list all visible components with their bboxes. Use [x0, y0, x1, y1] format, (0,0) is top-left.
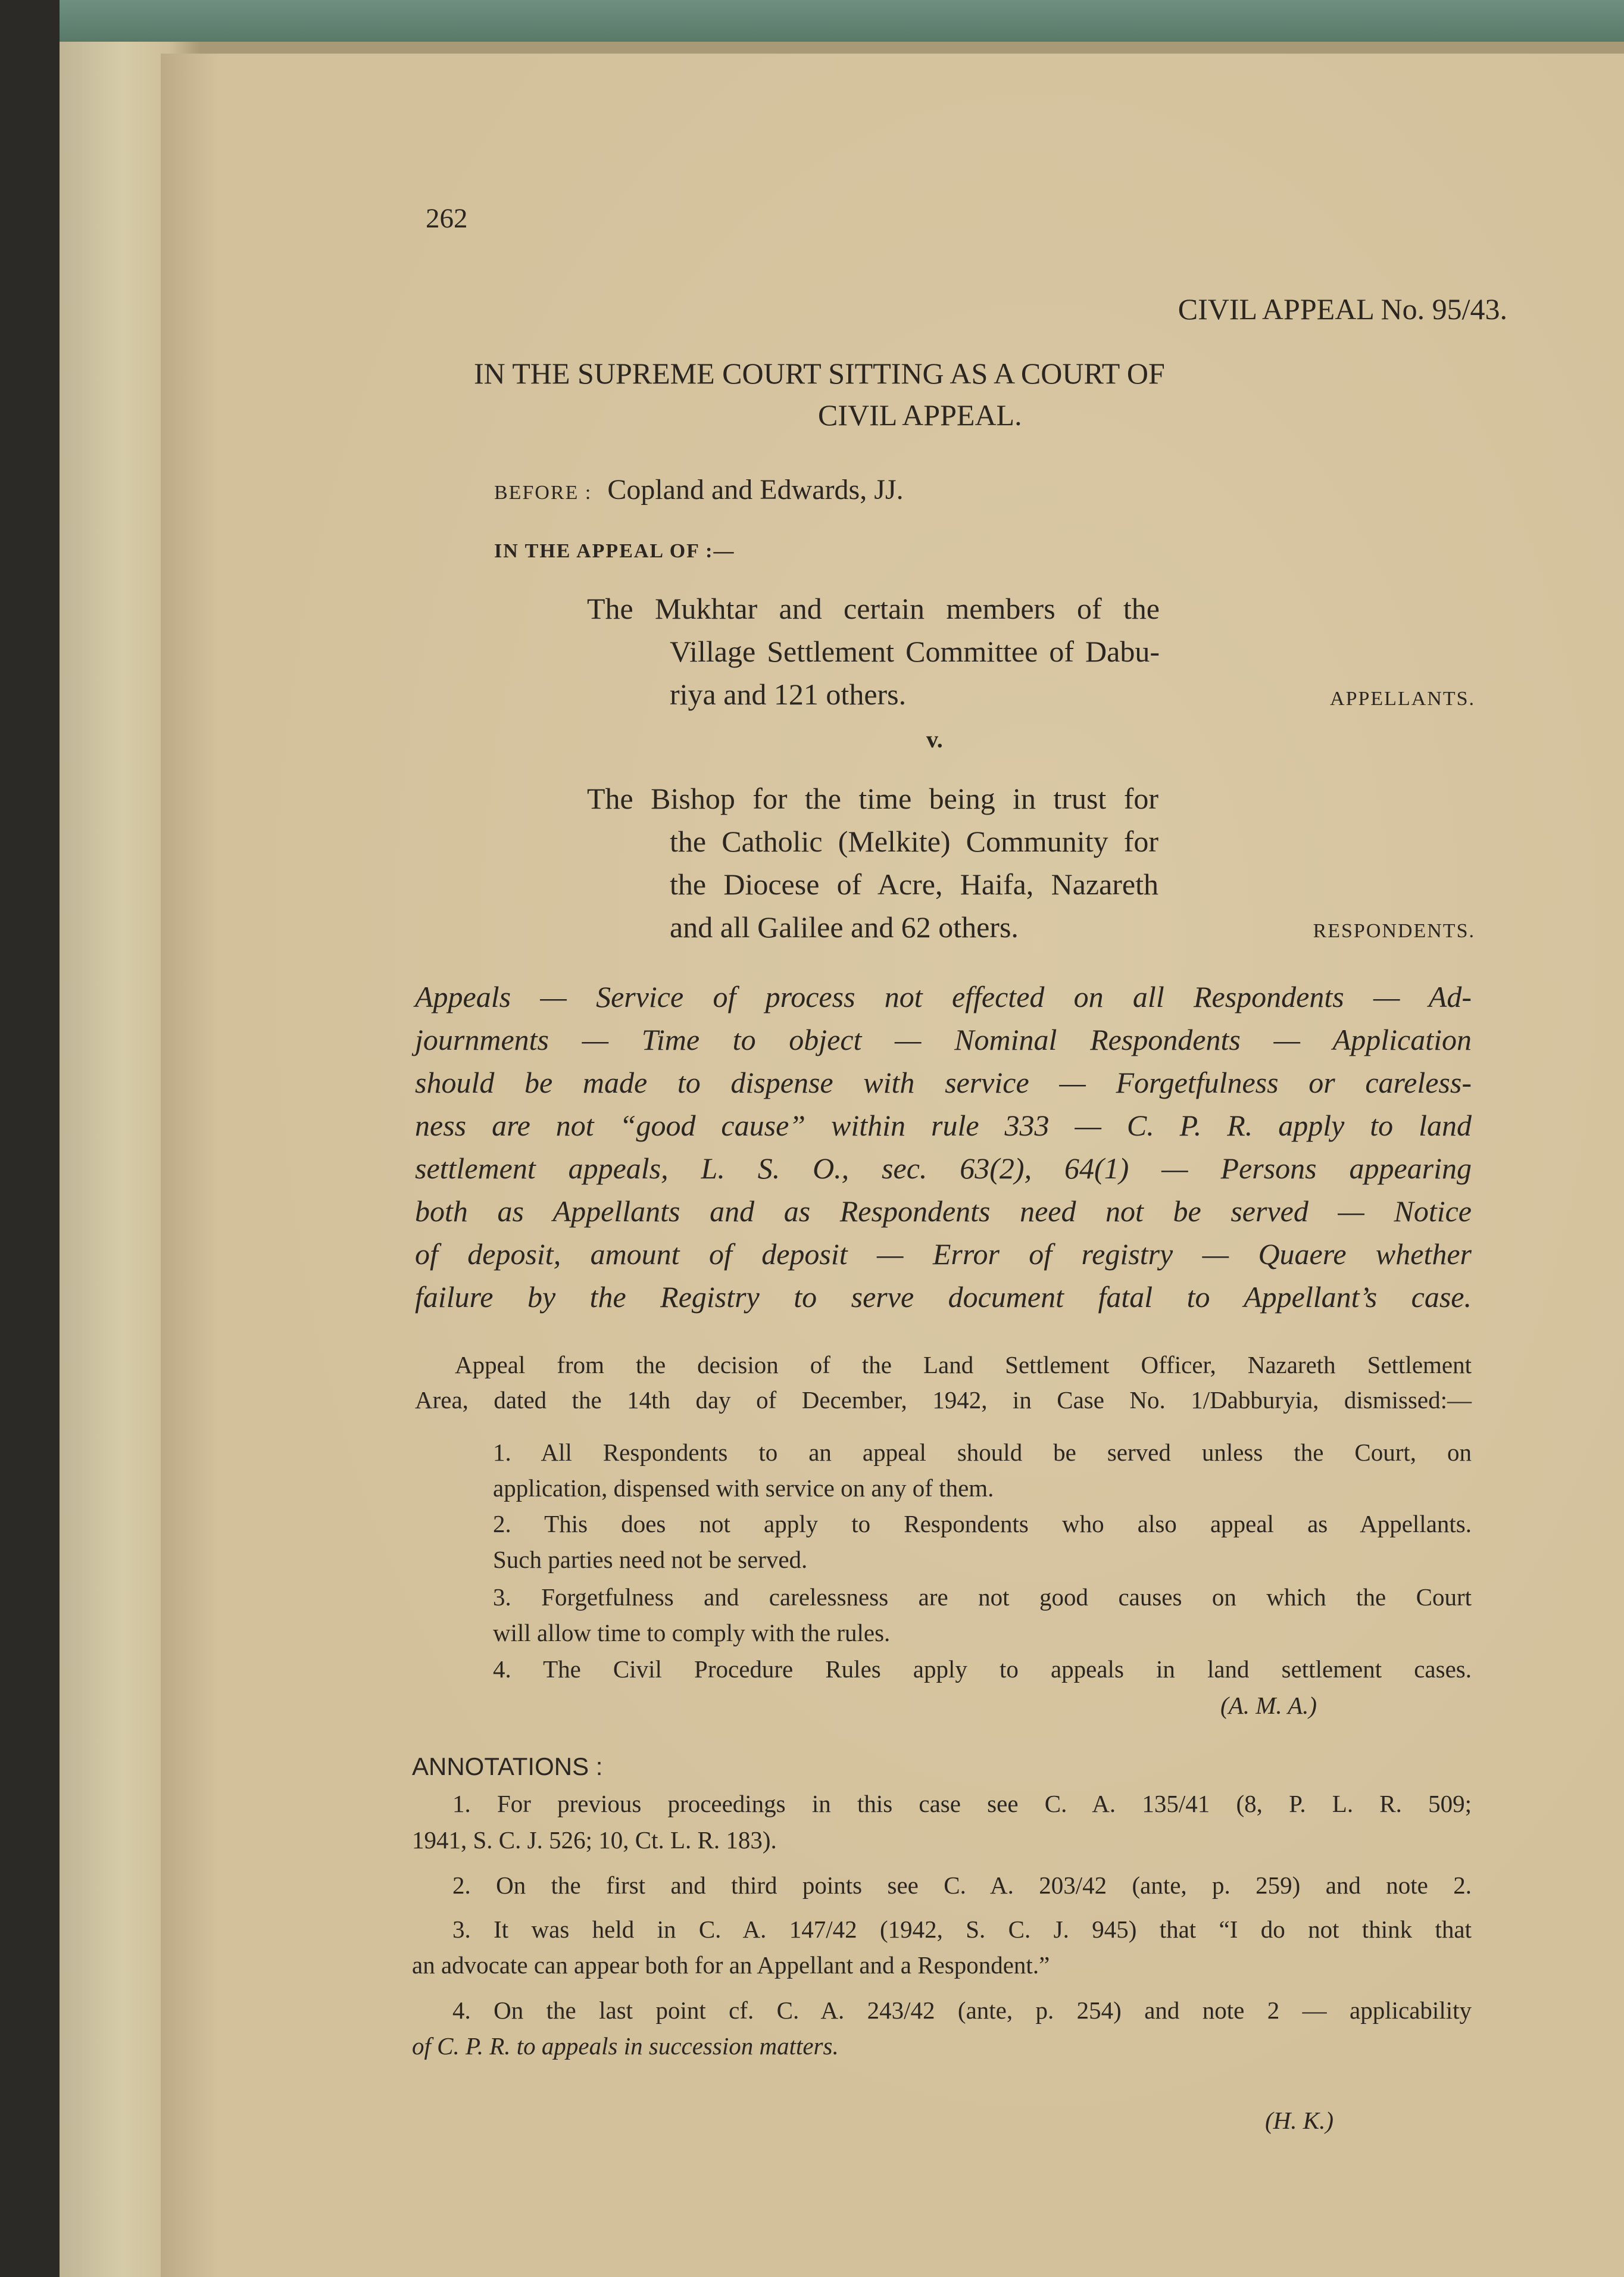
holding-item-1-line-2: application, dispensed with service on any of them. [493, 1474, 994, 1502]
headnote-line: ness are not “good cause” within rule 333 — C. P. R. apply to land [415, 1109, 1472, 1142]
annotations-initials: (H. K.) [1265, 2107, 1334, 2134]
page-number: 262 [426, 203, 468, 234]
respondents-line-2: the Catholic (Melkite) Community for [670, 825, 1158, 858]
annotation-2-line-1: 2. On the first and third points see C. A. 203/42 (ante, p. 259) and note 2. [452, 1871, 1472, 1899]
bench-line [494, 473, 904, 506]
appellants-line-3: riya and 121 others. [670, 678, 907, 711]
intro-line: Area, dated the 14th day of December, 1942, in Case No. 1/Dabburyia, dismissed:— [415, 1386, 1472, 1414]
holding-item-3-line-1: 3. Forgetfulness and carelessness are not good causes on which the Court [493, 1583, 1472, 1611]
appeal-of-label: IN THE APPEAL OF :— [494, 540, 735, 562]
headnote-line: of deposit, amount of deposit — Error of registry — Quaere whether [415, 1237, 1472, 1271]
annotation-1-line-2: 1941, S. C. J. 526; 10, Ct. L. R. 183). [412, 1826, 777, 1854]
headnote-line: Appeals — Service of process not effected on all Respondents — Ad- [415, 980, 1472, 1013]
judges: Copland and Edwards, JJ. [607, 474, 904, 506]
respondents-role: RESPONDENTS. [1313, 920, 1475, 942]
court-title-line-1: IN THE SUPREME COURT SITTING AS A COURT OF [474, 357, 1165, 390]
appellants-role: APPELLANTS. [1330, 688, 1475, 710]
annotation-1-line-1: 1. For previous proceedings in this case see C. A. 135/41 (8, P. L. R. 509; [452, 1790, 1472, 1817]
versus-marker: v. [926, 726, 943, 753]
annotation-3-line-2: an advocate can appear both for an Appellant and a Respondent.” [412, 1951, 1050, 1979]
holding-item-1-line-1: 1. All Respondents to an appeal should be served unless the Court, on [493, 1439, 1472, 1466]
annotations-heading: ANNOTATIONS : [412, 1752, 603, 1780]
holding-item-2-line-1: 2. This does not apply to Respondents who also appeal as Appellants. [493, 1510, 1472, 1537]
annotation-4-line-1: 4. On the last point cf. C. A. 243/42 (ante, p. 254) and note 2 — applicability [452, 1997, 1472, 2024]
annotation-4-line-2: of C. P. R. to appeals in succession matters. [412, 2032, 839, 2060]
appellants-line-2: Village Settlement Committee of Dabu- [670, 635, 1160, 668]
headnote-line: settlement appeals, L. S. O., sec. 63(2), 64(1) — Persons appearing [415, 1152, 1472, 1185]
appellants-line-1: The Mukhtar and certain members of the [587, 592, 1160, 625]
headnote-line: should be made to dispense with service — Forgetfulness or careless- [415, 1066, 1472, 1099]
holding-item-2-line-2: Such parties need not be served. [493, 1546, 808, 1573]
intro-line: Appeal from the decision of the Land Settlement Officer, Nazareth Settlement [455, 1351, 1472, 1378]
book-page [161, 54, 1624, 2277]
annotation-3-line-1: 3. It was held in C. A. 147/42 (1942, S. C. J. 945) that “I do not think that [452, 1916, 1472, 1943]
respondents-line-3: the Diocese of Acre, Haifa, Nazareth [670, 868, 1158, 901]
respondents-line-1: The Bishop for the time being in trust for [587, 782, 1158, 815]
holding-item-3-line-2: will allow time to comply with the rules. [493, 1619, 891, 1646]
case-number: CIVIL APPEAL No. 95/43. [1178, 292, 1507, 326]
headnote-line: journments — Time to object — Nominal Respondents — Application [415, 1023, 1472, 1056]
before-label: BEFORE : [494, 482, 592, 504]
respondents-line-4: and all Galilee and 62 others. [670, 910, 1019, 944]
holdings-initials: (A. M. A.) [1220, 1692, 1317, 1719]
holding-item-4-line-1: 4. The Civil Procedure Rules apply to appeals in land settlement cases. [493, 1655, 1472, 1683]
headnote-line: both as Appellants and as Respondents need not be served — Notice [415, 1194, 1472, 1228]
court-title-line-2: CIVIL APPEAL. [818, 398, 1022, 432]
headnote-line: failure by the Registry to serve document fatal to Appellant’s case. [415, 1280, 1472, 1314]
